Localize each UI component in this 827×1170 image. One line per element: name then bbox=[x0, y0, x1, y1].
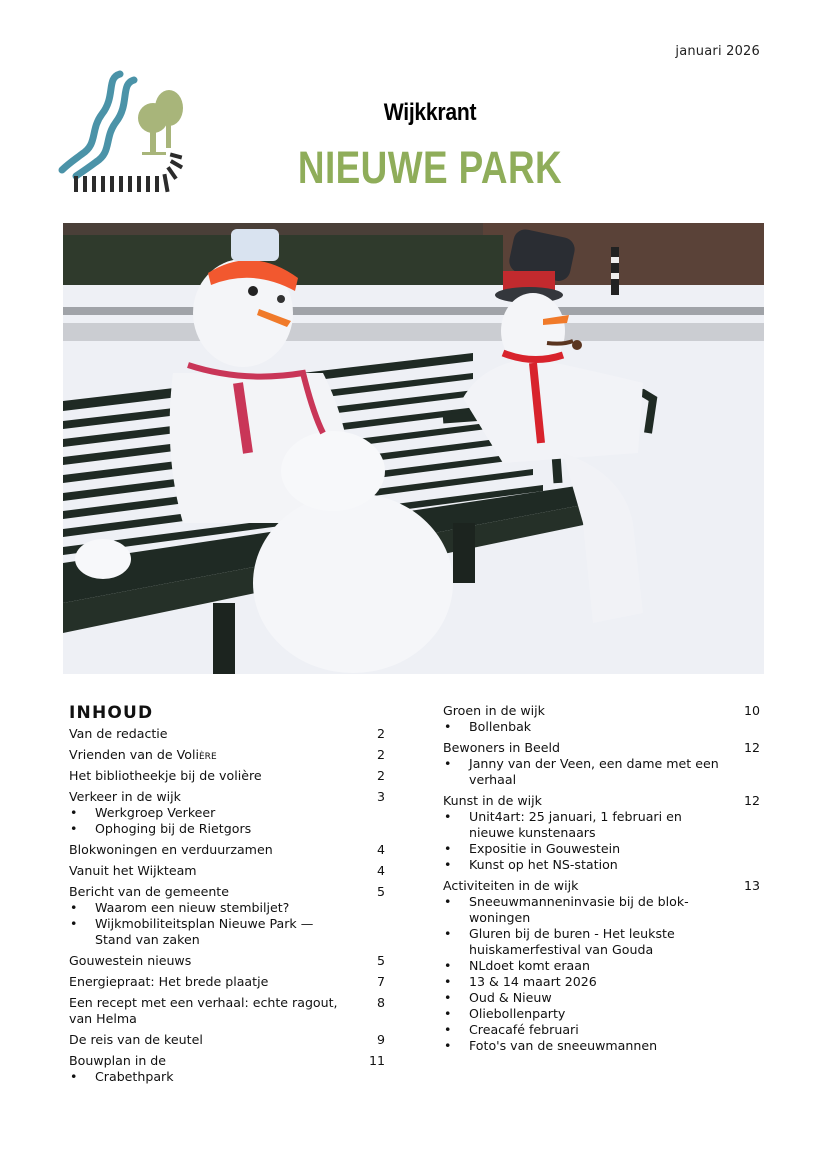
toc-sub-item[interactable] bbox=[443, 1022, 760, 1038]
toc-sub-item[interactable] bbox=[443, 1006, 760, 1022]
toc-entry-title: Bericht van de gemeente bbox=[69, 884, 229, 899]
toc-entry-title: Bewoners in Beeld bbox=[443, 740, 560, 755]
toc-sub-item[interactable] bbox=[443, 857, 760, 873]
bullet-icon: • bbox=[444, 990, 452, 1005]
toc-sub-item[interactable] bbox=[443, 809, 760, 841]
toc-entry-row bbox=[69, 884, 385, 900]
toc-entry[interactable] bbox=[443, 703, 760, 735]
toc-page-number: 9 bbox=[376, 1032, 385, 1047]
toc-entry-title: Energiepraat: Het brede plaatje bbox=[69, 974, 269, 989]
bullet-icon: • bbox=[444, 719, 452, 734]
toc-sub-item-label: Bollenbak bbox=[469, 719, 532, 734]
cover-photo-snowmen-on-bench bbox=[63, 223, 764, 674]
toc-page-number: 12 bbox=[743, 740, 760, 755]
toc-page-number: 3 bbox=[376, 789, 385, 804]
toc-page-number: 5 bbox=[376, 884, 385, 899]
logo-waves-trees-icon bbox=[58, 66, 198, 198]
toc-entry-row bbox=[69, 726, 385, 742]
toc-page-number: 2 bbox=[376, 747, 385, 762]
toc-entry-row bbox=[69, 789, 385, 805]
toc-entry-row bbox=[69, 1032, 385, 1048]
toc-entry[interactable] bbox=[443, 740, 760, 788]
toc-entry-title: Vrienden van de Volière bbox=[69, 747, 217, 762]
toc-entry[interactable] bbox=[69, 747, 385, 763]
toc-sub-item-label: Wijkmobiliteitsplan Nieuwe Park — Stand van zaken bbox=[95, 916, 314, 947]
toc-sub-item-label: 13 & 14 maart 2026 bbox=[469, 974, 597, 989]
toc-entry[interactable] bbox=[69, 842, 385, 858]
toc-entry[interactable] bbox=[443, 878, 760, 1054]
newsletter-kicker: Wijkkrant bbox=[383, 99, 477, 126]
toc-entry-title: Gouwestein nieuws bbox=[69, 953, 192, 968]
toc-sub-item[interactable] bbox=[443, 1038, 760, 1054]
toc-sub-item-label: Oud & Nieuw bbox=[469, 990, 552, 1005]
toc-sub-item[interactable] bbox=[443, 958, 760, 974]
toc-sub-item[interactable] bbox=[69, 916, 385, 948]
toc-entry[interactable] bbox=[69, 1032, 385, 1048]
newsletter-title: NIEUWE PARK bbox=[297, 142, 563, 193]
toc-sub-item-label: Expositie in Gouwestein bbox=[469, 841, 621, 856]
toc-sub-item[interactable] bbox=[69, 900, 385, 916]
toc-entry-title: Groen in de wijk bbox=[443, 703, 545, 718]
toc-page-number: 2 bbox=[376, 726, 385, 741]
toc-entry-title: Het bibliotheekje bij de volière bbox=[69, 768, 262, 783]
bullet-icon: • bbox=[444, 958, 452, 973]
toc-page-number: 4 bbox=[376, 863, 385, 878]
toc-entry[interactable] bbox=[69, 995, 385, 1027]
toc-entry-row bbox=[443, 793, 760, 809]
toc-sub-item-label: Foto's van de sneeuwmannen bbox=[469, 1038, 658, 1053]
toc-entry[interactable] bbox=[69, 768, 385, 784]
toc-entry-title: Kunst in de wijk bbox=[443, 793, 542, 808]
snowmen-bench-image bbox=[63, 223, 764, 674]
bullet-icon: • bbox=[444, 894, 452, 909]
toc-sub-item-label: Kunst op het NS-station bbox=[469, 857, 618, 872]
toc-page-number: 4 bbox=[376, 842, 385, 857]
toc-page-number: 10 bbox=[743, 703, 760, 718]
toc-entry-row bbox=[443, 703, 760, 719]
bullet-icon: • bbox=[70, 821, 78, 836]
toc-entry-title: Blokwoningen en verduurzamen bbox=[69, 842, 273, 857]
toc-sub-item[interactable] bbox=[443, 926, 760, 958]
toc-entry[interactable] bbox=[69, 863, 385, 879]
toc-entry[interactable] bbox=[69, 974, 385, 990]
bullet-icon: • bbox=[444, 841, 452, 856]
toc-page-number: 8 bbox=[376, 995, 385, 1010]
toc-entry-title: De reis van de keutel bbox=[69, 1032, 203, 1047]
bullet-icon: • bbox=[444, 756, 452, 771]
toc-page-number: 13 bbox=[743, 878, 760, 893]
toc-entry[interactable] bbox=[69, 1053, 385, 1085]
toc-sub-item[interactable] bbox=[69, 805, 385, 821]
toc-entry[interactable] bbox=[69, 884, 385, 948]
toc-page-number: 12 bbox=[743, 793, 760, 808]
toc-sub-item[interactable] bbox=[443, 719, 760, 735]
toc-entry-title: Een recept met een verhaal: echte ragout, van Helma bbox=[69, 995, 338, 1026]
toc-entry-row bbox=[69, 995, 385, 1027]
bullet-icon: • bbox=[444, 926, 452, 941]
bullet-icon: • bbox=[444, 974, 452, 989]
toc-sub-item-label: Unit4art: 25 januari, 1 februari en nieuwe kunstenaars bbox=[469, 809, 682, 840]
toc-sub-item-label: Oliebollenparty bbox=[469, 1006, 566, 1021]
wijk-logo bbox=[58, 66, 198, 198]
toc-column-right bbox=[443, 703, 760, 1059]
toc-page-number: 7 bbox=[376, 974, 385, 989]
toc-entry-row bbox=[443, 878, 760, 894]
toc-sub-item-label: Waarom een nieuw stembiljet? bbox=[95, 900, 290, 915]
toc-sub-item[interactable] bbox=[443, 974, 760, 990]
toc-sub-item-label: Janny van der Veen, een dame met een verhaal bbox=[469, 756, 719, 787]
toc-sub-item[interactable] bbox=[443, 894, 760, 926]
bullet-icon: • bbox=[70, 916, 78, 931]
toc-column-left bbox=[69, 726, 385, 1090]
toc-sub-item-label: Creacafé februari bbox=[469, 1022, 579, 1037]
toc-entry[interactable] bbox=[69, 789, 385, 837]
bullet-icon: • bbox=[70, 1069, 78, 1084]
bullet-icon: • bbox=[444, 1006, 452, 1021]
toc-entry-title: Verkeer in de wijk bbox=[69, 789, 181, 804]
toc-sub-item-label: NLdoet komt eraan bbox=[469, 958, 590, 973]
toc-entry-row bbox=[443, 740, 760, 756]
bullet-icon: • bbox=[444, 1038, 452, 1053]
toc-entry-row bbox=[69, 768, 385, 784]
toc-sub-item[interactable] bbox=[69, 1069, 385, 1085]
toc-entry-title: Vanuit het Wijkteam bbox=[69, 863, 197, 878]
toc-entry[interactable] bbox=[443, 793, 760, 873]
toc-entry-row bbox=[69, 953, 385, 969]
toc-sub-item-label: Gluren bij de buren - Het leukste huiskamerfestival van Gouda bbox=[469, 926, 675, 957]
toc-page-number: 11 bbox=[368, 1053, 385, 1068]
toc-entry-title: Bouwplan in de bbox=[69, 1053, 167, 1068]
bullet-icon: • bbox=[444, 1022, 452, 1037]
toc-sub-item-label: Sneeuwmanneninvasie bij de blok-woningen bbox=[469, 894, 689, 925]
bullet-icon: • bbox=[444, 809, 452, 824]
toc-heading: INHOUD bbox=[69, 703, 154, 723]
toc-entry-row bbox=[69, 863, 385, 879]
toc-sub-item[interactable] bbox=[443, 841, 760, 857]
toc-sub-item[interactable] bbox=[69, 821, 385, 837]
toc-page-number: 5 bbox=[376, 953, 385, 968]
toc-entry-title: Van de redactie bbox=[69, 726, 168, 741]
toc-sub-item-label: Crabethpark bbox=[95, 1069, 174, 1084]
toc-page-number: 2 bbox=[376, 768, 385, 783]
toc-entry[interactable] bbox=[69, 726, 385, 742]
toc-entry-row bbox=[69, 1053, 385, 1069]
bullet-icon: • bbox=[70, 805, 78, 820]
toc-sub-item[interactable] bbox=[443, 756, 760, 788]
bullet-icon: • bbox=[444, 857, 452, 872]
toc-entry-row bbox=[69, 974, 385, 990]
bullet-icon: • bbox=[70, 900, 78, 915]
toc-sub-item[interactable] bbox=[443, 990, 760, 1006]
toc-entry[interactable] bbox=[69, 953, 385, 969]
toc-entry-row bbox=[69, 747, 385, 763]
toc-sub-item-label: Ophoging bij de Rietgors bbox=[95, 821, 252, 836]
toc-entry-title-smallcaps: ère bbox=[199, 747, 217, 762]
toc-sub-item-label: Werkgroep Verkeer bbox=[95, 805, 216, 820]
toc-entry-title: Activiteiten in de wijk bbox=[443, 878, 579, 893]
toc-entry-row bbox=[69, 842, 385, 858]
issue-date: januari 2026 bbox=[675, 44, 760, 59]
